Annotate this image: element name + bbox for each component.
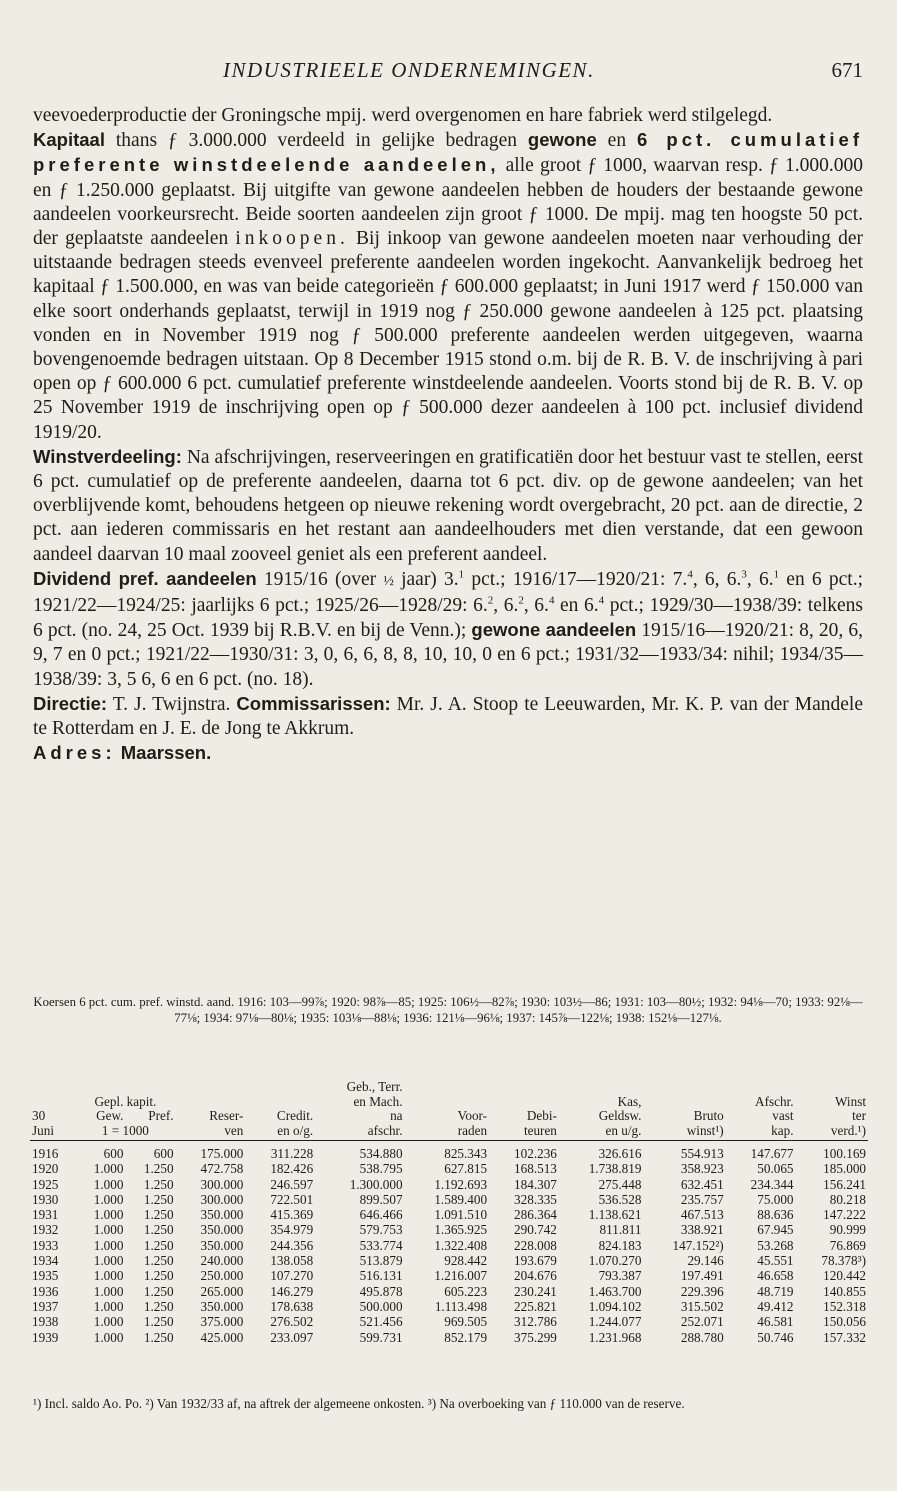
table-cell: 157.332 bbox=[823, 1329, 866, 1345]
col-head: Pref. bbox=[148, 1108, 174, 1123]
table-cell: 252.071 bbox=[680, 1314, 724, 1330]
paragraph-dividend: Dividend pref. aandeelen 1915/16 (over ½ jaar) 3.$^1$ pct.; 1916/17—1920/21: 7.$^4$, 6, 6.$^3$, 6.$^1$ en 6 pct.; 1921/22—1924/25: jaarlijks 6 pct.; 1925/26—1928/29: 6.$^2$, 6.$^2$, 6.$^4$ en 6.$^4$ pct.; 1929/30—1938/39: telkens 6 pct. (no. 24, 25 Oct. 1939 bij R.B.V. en bij de Venn.); gewone aandeelen 1915/16—1920/21: 8, 20, 6, 9, 7 en 0 pct.; 1921/22—1930/31: 3, 0, 6, 6, 8, 8, 10, 10, 0 en 6 pct.; 1931/32—1933/34: nihil; 1934/35—1938/39: 3, 5 6, 6 en 6 pct. (no. 18). bbox=[33, 567, 864, 690]
table-cell: 1935 bbox=[32, 1268, 59, 1284]
table-cell: 175.000 bbox=[200, 1146, 244, 1161]
col-head: en Mach. bbox=[353, 1093, 403, 1109]
table-cell: 1938 bbox=[32, 1314, 59, 1330]
table-cell: 1.138.621 bbox=[588, 1207, 642, 1223]
col-head: teuren bbox=[489, 1124, 559, 1141]
table-cell: 45.551 bbox=[757, 1253, 794, 1269]
col-head: Bruto bbox=[693, 1108, 724, 1123]
col-head: raden bbox=[405, 1124, 490, 1141]
table-cell: 521.456 bbox=[359, 1314, 403, 1330]
col-head: Kas, bbox=[617, 1093, 642, 1109]
table-cell: 358.923 bbox=[680, 1161, 724, 1177]
table-cell: 1.300.000 bbox=[349, 1176, 403, 1192]
table-cell: 1932 bbox=[32, 1222, 59, 1238]
table-cell: 425.000 bbox=[200, 1329, 244, 1345]
table-cell: 138.058 bbox=[270, 1253, 314, 1269]
table-row bbox=[30, 1222, 868, 1237]
table-cell: 1.192.693 bbox=[434, 1176, 488, 1192]
table-cell: 193.679 bbox=[514, 1253, 557, 1269]
table-cell: 338.921 bbox=[680, 1222, 724, 1238]
table-cell: 168.513 bbox=[514, 1161, 557, 1177]
table-cell: 53.268 bbox=[757, 1237, 794, 1253]
table-cell: 1.250 bbox=[143, 1176, 174, 1192]
table-cell: 67.945 bbox=[757, 1222, 794, 1238]
table-cell: 300.000 bbox=[200, 1191, 244, 1207]
table-cell: 233.097 bbox=[270, 1329, 314, 1345]
table-cell: 88.636 bbox=[757, 1207, 794, 1223]
table-cell: 1930 bbox=[32, 1191, 59, 1207]
adres-label: Adres: bbox=[33, 742, 116, 764]
table-cell: 1.250 bbox=[143, 1161, 174, 1177]
page-header bbox=[33, 58, 863, 88]
table-cell: 312.786 bbox=[514, 1314, 557, 1330]
table-cell: 1934 bbox=[32, 1253, 59, 1269]
table-cell: 229.396 bbox=[680, 1283, 724, 1299]
table-cell: 516.131 bbox=[359, 1268, 403, 1284]
table-header-row bbox=[30, 1109, 868, 1124]
table-cell: 793.387 bbox=[598, 1268, 642, 1284]
table-cell: 1.322.408 bbox=[434, 1237, 488, 1253]
table-cell: 230.241 bbox=[514, 1283, 557, 1299]
table-cell: 150.056 bbox=[823, 1314, 866, 1330]
paragraph-directie: Directie: T. J. Twijnstra. Commissarissen: Mr. J. A. Stoop te Leeuwarden, Mr. K. P. van der Mandele te Rotterdam en J. E. de Jong te Akkrum. bbox=[33, 692, 863, 740]
table-cell: 1.589.400 bbox=[434, 1191, 488, 1207]
col-head: Geb., Terr. bbox=[346, 1079, 403, 1094]
directie-label: Directie: bbox=[33, 692, 108, 714]
table-cell: 1.000 bbox=[93, 1268, 124, 1284]
table-cell: 275.448 bbox=[598, 1176, 642, 1192]
table-cell: 1931 bbox=[32, 1207, 59, 1223]
gewone-aandeelen-label: gewone aandeelen bbox=[471, 619, 637, 641]
table-cell: 1936 bbox=[32, 1283, 59, 1299]
table-cell: 46.581 bbox=[757, 1314, 794, 1330]
table-cell: 184.307 bbox=[514, 1176, 557, 1192]
table-cell: 234.344 bbox=[750, 1176, 794, 1192]
table-cell: 536.528 bbox=[598, 1191, 642, 1207]
table-cell: 50.065 bbox=[757, 1161, 794, 1177]
table-cell: 1.231.968 bbox=[588, 1329, 642, 1345]
table-cell: 1.000 bbox=[93, 1283, 124, 1299]
table-cell: 328.335 bbox=[514, 1191, 557, 1207]
table-cell: 1.000 bbox=[93, 1161, 124, 1177]
table-cell: 1.250 bbox=[143, 1268, 174, 1284]
table-cell: 76.869 bbox=[829, 1237, 866, 1253]
gewone-label: gewone bbox=[527, 129, 597, 151]
col-head: 1 = 1000 bbox=[75, 1124, 175, 1141]
table-cell: 1.365.925 bbox=[434, 1222, 488, 1238]
table-cell: 1.463.700 bbox=[588, 1283, 642, 1299]
table-cell: 533.774 bbox=[359, 1237, 403, 1253]
table-row bbox=[30, 1177, 868, 1192]
koersen-note: Koersen 6 pct. cum. pref. winstd. aand. 1916: 103—99⅞; 1920: 98⅞—85; 1925: 106½—82⅞; 1930: 103½—86; 1931: 103—80½; 1932: 94⅛—70; 1933: 92⅛—77⅛; 1934: 97⅛—80⅛; 1935: 103⅛—88⅛; 1936: 121⅛—96⅛; 1937: 145⅞—122⅛; 1938: 152⅛—127⅛. bbox=[33, 995, 863, 1025]
table-cell: 1.000 bbox=[93, 1191, 124, 1207]
table-cell: 600 bbox=[153, 1146, 174, 1161]
col-head: afschr. bbox=[315, 1124, 404, 1141]
table-cell: 538.795 bbox=[359, 1161, 403, 1177]
col-head: Winst bbox=[835, 1093, 866, 1109]
table-cell: 326.616 bbox=[598, 1146, 642, 1161]
table-cell: 1.250 bbox=[143, 1222, 174, 1238]
table-cell: 722.501 bbox=[270, 1191, 314, 1207]
table-cell: 100.169 bbox=[823, 1146, 866, 1161]
table-cell: 1.000 bbox=[93, 1314, 124, 1330]
table-cell: 1.250 bbox=[143, 1253, 174, 1269]
table-cell: 80.218 bbox=[829, 1191, 866, 1207]
table-cell: 288.780 bbox=[680, 1329, 724, 1345]
winstverdeeling-label: Winstverdeeling: bbox=[33, 445, 182, 467]
table-header-row bbox=[30, 1080, 868, 1095]
table-cell: 600 bbox=[103, 1146, 124, 1161]
col-head: Afschr. bbox=[755, 1093, 794, 1109]
table-row bbox=[30, 1192, 868, 1207]
table-cell: 513.879 bbox=[359, 1253, 403, 1269]
table-cell: 495.878 bbox=[359, 1283, 403, 1299]
table-cell: 102.236 bbox=[514, 1146, 557, 1161]
table-cell: 78.378³) bbox=[821, 1253, 866, 1269]
table-cell: 1.250 bbox=[143, 1329, 174, 1345]
table-cell: 375.299 bbox=[514, 1329, 557, 1345]
col-head: Gew. bbox=[96, 1108, 124, 1123]
col-head: vast bbox=[772, 1108, 794, 1123]
table-cell: 1.000 bbox=[93, 1329, 124, 1345]
table-cell: 147.677 bbox=[750, 1146, 794, 1161]
table-cell: 605.223 bbox=[444, 1283, 488, 1299]
table-cell: 554.913 bbox=[680, 1146, 724, 1161]
table-cell: 534.880 bbox=[359, 1146, 403, 1161]
table-cell: 579.753 bbox=[359, 1222, 403, 1238]
table-cell: 824.183 bbox=[598, 1237, 642, 1253]
table-cell: 120.442 bbox=[823, 1268, 866, 1284]
col-head: Credit. bbox=[276, 1108, 314, 1123]
table-cell: 49.412 bbox=[757, 1298, 794, 1314]
table-cell: 1.000 bbox=[93, 1207, 124, 1223]
table-cell: 354.979 bbox=[270, 1222, 314, 1238]
table-cell: 1.250 bbox=[143, 1207, 174, 1223]
table-cell: 1916 bbox=[32, 1146, 59, 1161]
table-cell: 146.279 bbox=[270, 1283, 314, 1299]
paragraph-adres bbox=[33, 741, 863, 766]
dividend-label: Dividend pref. aandeelen bbox=[33, 567, 257, 589]
table-cell: 75.000 bbox=[757, 1191, 794, 1207]
table-cell: 1.250 bbox=[143, 1283, 174, 1299]
table-row bbox=[30, 1207, 868, 1222]
table-cell: 48.719 bbox=[757, 1283, 794, 1299]
table-cell: 107.270 bbox=[270, 1268, 314, 1284]
table-cell: 29.146 bbox=[687, 1253, 724, 1269]
table-cell: 265.000 bbox=[200, 1283, 244, 1299]
running-title: INDUSTRIEELE ONDERNEMINGEN. bbox=[223, 58, 595, 82]
col-head: en o/g. bbox=[245, 1124, 315, 1141]
table-cell: 646.466 bbox=[359, 1207, 403, 1223]
table-header-row bbox=[30, 1095, 868, 1110]
table-cell: 182.426 bbox=[270, 1161, 314, 1177]
table-cell: 1.091.510 bbox=[434, 1207, 488, 1223]
table-cell: 599.731 bbox=[359, 1329, 403, 1345]
page-number: 671 bbox=[831, 58, 863, 82]
table-cell: 852.179 bbox=[444, 1329, 488, 1345]
table-cell: 240.000 bbox=[200, 1253, 244, 1269]
col-head: na bbox=[390, 1108, 403, 1123]
table-cell: 225.821 bbox=[514, 1298, 557, 1314]
col-head: Gepl. kapit. bbox=[94, 1093, 157, 1109]
table-cell: 1933 bbox=[32, 1237, 59, 1253]
table-cell: 1.094.102 bbox=[588, 1298, 642, 1314]
table-cell: 1.250 bbox=[143, 1314, 174, 1330]
table-cell: 467.513 bbox=[680, 1207, 724, 1223]
paragraph-winstverdeeling: Winstverdeeling: Na afschrijvingen, reserveeringen en gratificatiën door het bestuur vast te stellen, eerst 6 pct. cumulatief op de preferente aandeelen, daarna tot 6 pct. div. op de gewone aandeelen; van het overblijvende komt, behoudens hetgeen op nieuwe rekening wordt overgebracht, 20 pct. aan de directie, 2 pct. aan iederen commissaris en het restant aan aandeelhouders met dien verstande, dat een gewoon aandeel daarvan 10 maal zooveel geniet als een preferent aandeel. bbox=[33, 445, 863, 565]
table-cell: 1920 bbox=[32, 1161, 59, 1177]
table-cell: 899.507 bbox=[359, 1191, 403, 1207]
table-cell: 632.451 bbox=[680, 1176, 724, 1192]
table-cell: 204.676 bbox=[514, 1268, 557, 1284]
table-cell: 300.000 bbox=[200, 1176, 244, 1192]
col-head: ter bbox=[852, 1108, 866, 1123]
table-cell: 1.070.270 bbox=[588, 1253, 642, 1269]
table-cell: 472.758 bbox=[200, 1161, 244, 1177]
table-row bbox=[30, 1284, 868, 1299]
table-cell: 1.000 bbox=[93, 1237, 124, 1253]
table-cell: 46.658 bbox=[757, 1268, 794, 1284]
col-head: kap. bbox=[726, 1124, 796, 1141]
table-cell: 1.216.007 bbox=[434, 1268, 488, 1284]
table-cell: 246.597 bbox=[270, 1176, 314, 1192]
table-cell: 147.152²) bbox=[672, 1237, 724, 1253]
table-cell: 1.250 bbox=[143, 1298, 174, 1314]
table-row bbox=[30, 1330, 868, 1345]
footnotes: ¹) Incl. saldo Ao. Po. ²) Van 1932/33 af, na aftrek der algemeene onkosten. ³) Na overboeking van ƒ 110.000 van de reserve. bbox=[33, 1396, 685, 1411]
col-head: en u/g. bbox=[559, 1124, 644, 1141]
table-row bbox=[30, 1253, 868, 1268]
table-cell: 1925 bbox=[32, 1176, 59, 1192]
col-head: Reser- bbox=[209, 1108, 244, 1123]
table-row bbox=[30, 1161, 868, 1176]
table-cell: 825.343 bbox=[444, 1146, 488, 1161]
table-cell: 311.228 bbox=[270, 1146, 314, 1161]
table-cell: 350.000 bbox=[200, 1237, 244, 1253]
adres-value: Maarssen. bbox=[115, 742, 212, 764]
table-cell: 140.855 bbox=[823, 1283, 866, 1299]
col-head: winst¹) bbox=[643, 1124, 725, 1141]
table-row bbox=[30, 1238, 868, 1253]
table-cell: 1.000 bbox=[93, 1253, 124, 1269]
table-cell: 1.250 bbox=[143, 1191, 174, 1207]
col-head: verd.¹) bbox=[796, 1124, 868, 1141]
col-head: Debi- bbox=[526, 1108, 557, 1123]
table-cell: 415.369 bbox=[270, 1207, 314, 1223]
paragraph-kapitaal: Kapitaal thans ƒ 3.000.000 verdeeld in gelijke bedragen gewone en 6 pct. cumulatief preferente winstdeelende aandeelen, alle groot ƒ 1000, waarvan resp. ƒ 1.000.000 en ƒ 1.250.000 geplaatst. Bij uitgifte van gewone aandeelen hebben de houders der bestaande gewone aandeelen voorkeursrecht. Beide soorten aandeelen zijn groot ƒ 1000. De mpij. mag ten hoogste 50 pct. der geplaatste aandeelen inkoopen. Bij inkoop van gewone aandeelen moeten naar verhouding der uitstaande bedragen steeds evenveel preferente aandeelen worden ingekocht. Aanvankelijk bedroeg het kapitaal ƒ 1.500.000, en was van beide categorieën ƒ 600.000 geplaatst; in Juni 1917 werd ƒ 150.000 van elke soort onderhands geplaatst, terwijl in 1919 nog ƒ 250.000 gewone aandeelen à 125 pct. plaatsing vonden en in November 1919 nog ƒ 500.000 preferente aandeelen werden uitgegeven, waarna bovengenoemde bedragen uitstaan. Op 8 December 1915 stond o.m. bij de R. B. V. de inschrijving à pari open op ƒ 600.000 6 pct. cumulatief preferente winstdeelende aandeelen. Voorts stond bij de R. B. V. op 25 November 1919 de inschrijving open op ƒ 500.000 dezer aandeelen à 100 pct. inclusief dividend 1919/20. bbox=[33, 129, 863, 443]
table-cell: 1.000 bbox=[93, 1176, 124, 1192]
table-cell: 811.811 bbox=[599, 1222, 642, 1238]
table-cell: 228.008 bbox=[514, 1237, 557, 1253]
table-header-row bbox=[30, 1124, 868, 1141]
table-cell: 350.000 bbox=[200, 1207, 244, 1223]
table-cell: 250.000 bbox=[200, 1268, 244, 1284]
paragraph-intro: veevoederproductie der Groningsche mpij. werd overgenomen en hare fabriek werd stilgelegd. bbox=[33, 105, 773, 126]
table-cell: 185.000 bbox=[823, 1161, 866, 1177]
table-cell: 1.738.819 bbox=[588, 1161, 642, 1177]
table-cell: 1.250 bbox=[143, 1237, 174, 1253]
table-cell: 1.000 bbox=[93, 1222, 124, 1238]
table-row bbox=[30, 1299, 868, 1314]
table-row bbox=[30, 1268, 868, 1283]
col-head: Juni bbox=[30, 1124, 75, 1141]
table-cell: 90.999 bbox=[829, 1222, 866, 1238]
table-cell: 156.241 bbox=[823, 1176, 866, 1192]
table-cell: 244.356 bbox=[270, 1237, 314, 1253]
table-cell: 235.757 bbox=[680, 1191, 724, 1207]
kapitaal-label: Kapitaal bbox=[33, 129, 105, 151]
table-cell: 375.000 bbox=[200, 1314, 244, 1330]
table-cell: 178.638 bbox=[270, 1298, 314, 1314]
table-cell: 1.000 bbox=[93, 1298, 124, 1314]
inkoopen-term: inkoopen. bbox=[235, 228, 349, 250]
col-head: Geldsw. bbox=[598, 1108, 642, 1123]
commissarissen-label: Commissarissen: bbox=[236, 692, 391, 714]
table-cell: 500.000 bbox=[359, 1298, 403, 1314]
table-cell: 1937 bbox=[32, 1298, 59, 1314]
financial-table bbox=[30, 1080, 868, 1345]
col-head: ven bbox=[176, 1124, 246, 1141]
table-cell: 286.364 bbox=[514, 1207, 557, 1223]
table-cell: 350.000 bbox=[200, 1222, 244, 1238]
table-cell: 50.746 bbox=[757, 1329, 794, 1345]
table-cell: 350.000 bbox=[200, 1298, 244, 1314]
table-cell: 627.815 bbox=[444, 1161, 488, 1177]
table-cell: 1.113.498 bbox=[434, 1298, 488, 1314]
preferente-label: 6 pct. cumulatief preferente winstdeelende aandeelen, bbox=[33, 129, 863, 176]
col-head: Voor- bbox=[457, 1108, 488, 1123]
table-cell: 152.318 bbox=[823, 1298, 866, 1314]
table-cell: 315.502 bbox=[680, 1298, 724, 1314]
body-text bbox=[33, 104, 863, 766]
table-cell: 147.222 bbox=[823, 1207, 866, 1223]
table-cell: 1939 bbox=[32, 1329, 59, 1345]
col-head: 30 bbox=[32, 1108, 46, 1123]
table-cell: 276.502 bbox=[270, 1314, 314, 1330]
table-cell: 928.442 bbox=[444, 1253, 488, 1269]
table-cell: 1.244.077 bbox=[588, 1314, 642, 1330]
table-cell: 197.491 bbox=[680, 1268, 724, 1284]
table-cell: 969.505 bbox=[444, 1314, 488, 1330]
table-row bbox=[30, 1141, 868, 1162]
table-row bbox=[30, 1314, 868, 1329]
table-cell: 290.742 bbox=[514, 1222, 557, 1238]
